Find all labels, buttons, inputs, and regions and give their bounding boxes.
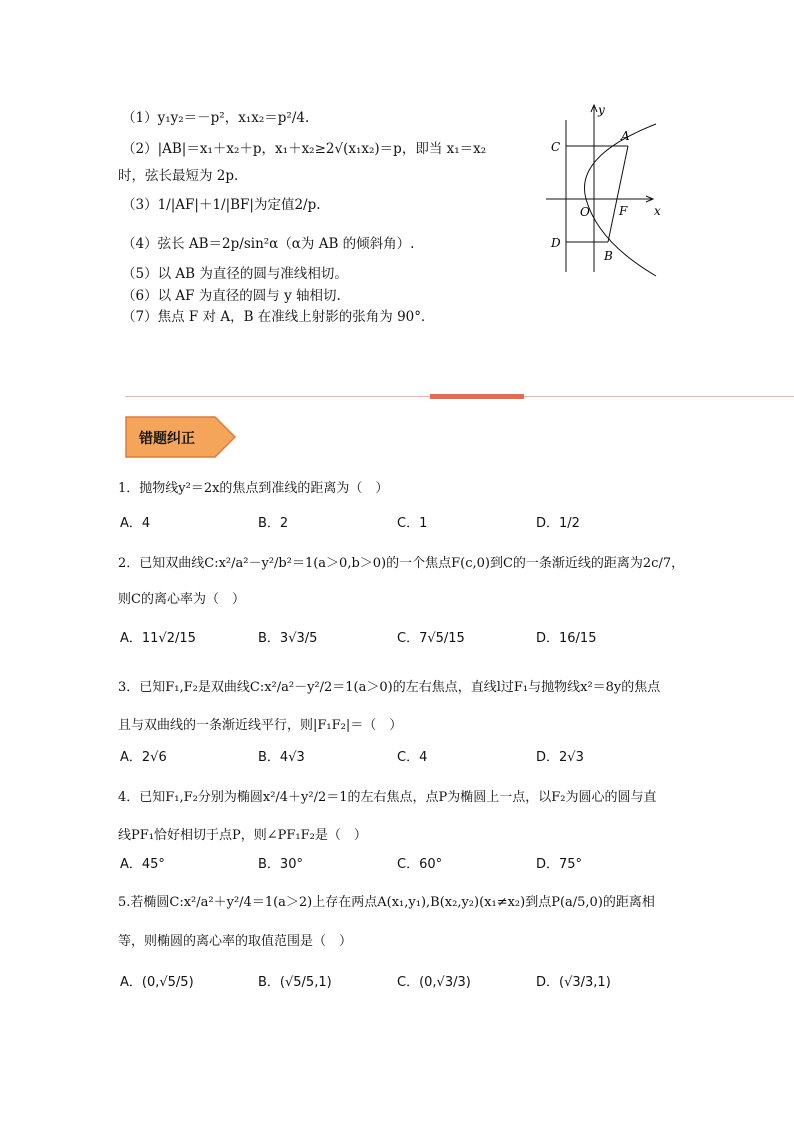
section-tag — [125, 416, 237, 458]
property-2: （2）|AB|＝x₁＋x₂＋p，x₁＋x₂≥2√(x₁x₂)＝p，即当 x₁＝x₂ — [122, 141, 487, 157]
chord-AB — [608, 146, 628, 242]
property-5: （5）以 AB 为直径的圆与准线相切。 — [122, 266, 348, 282]
question-5-option-b[interactable]: B．(√5/5,1) — [258, 975, 332, 990]
label-D: D — [551, 236, 561, 250]
parabola-curve — [584, 124, 656, 276]
question-2-option-a[interactable]: A．11√2/15 — [120, 631, 196, 646]
question-4-stem: 4．已知F₁,F₂分别为椭圆x²/4＋y²/2＝1的左右焦点，点P为椭圆上一点，以F₂为圆心的圆与直 — [118, 790, 657, 805]
question-1-option-c[interactable]: C．1 — [397, 516, 428, 531]
question-3-option-c[interactable]: C．4 — [397, 750, 428, 765]
question-2-option-c[interactable]: C．7√5/15 — [397, 631, 465, 646]
property-3: （3）1/|AF|＋1/|BF|为定值2/p. — [122, 197, 321, 213]
label-B: B — [604, 249, 613, 263]
question-2-stem: 2．已知双曲线C:x²/a²－y²/b²＝1(a＞0,b＞0)的一个焦点F(c,0)到C的一条渐近线的距离为2c/7， — [118, 556, 685, 571]
question-4-stem-cont: 线PF₁恰好相切于点P，则∠PF₁F₂是（ ） — [118, 828, 367, 843]
question-3-option-a[interactable]: A．2√6 — [120, 750, 167, 765]
label-A: A — [621, 129, 630, 143]
question-3-option-d[interactable]: D．2√3 — [536, 750, 584, 765]
divider-accent-bar — [430, 394, 524, 399]
question-5-option-a[interactable]: A．(0,√5/5) — [120, 975, 194, 990]
question-3-stem: 3．已知F₁,F₂是双曲线C:x²/a²－y²/2＝1(a＞0)的左右焦点，直线l过F₁与抛物线x²＝8y的焦点 — [118, 680, 661, 695]
question-3-option-b[interactable]: B．4√3 — [258, 750, 305, 765]
question-4-option-d[interactable]: D．75° — [536, 857, 583, 872]
question-4-option-a[interactable]: A．45° — [120, 857, 165, 872]
question-5-option-c[interactable]: C．(0,√3/3) — [397, 975, 471, 990]
question-1-option-b[interactable]: B．2 — [258, 516, 289, 531]
question-1-stem: 1．抛物线y²＝2x的焦点到准线的距离为（ ） — [118, 481, 389, 496]
question-4-option-b[interactable]: B．30° — [258, 857, 303, 872]
label-y: y — [598, 103, 605, 117]
property-6: （6）以 AF 为直径的圆与 y 轴相切. — [122, 288, 341, 304]
label-F: F — [619, 204, 628, 218]
property-2-cont: 时，弦长最短为 2p. — [118, 168, 239, 184]
question-2-option-b[interactable]: B．3√3/5 — [258, 631, 318, 646]
section-tag-label: 错题纠正 — [139, 431, 195, 447]
question-5-stem-cont: 等，则椭圆的离心率的取值范围是（ ） — [118, 934, 353, 949]
question-4-option-c[interactable]: C．60° — [397, 857, 443, 872]
question-1-option-d[interactable]: D．1/2 — [536, 516, 580, 531]
property-1: （1）y₁y₂＝－p²，x₁x₂＝p²/4. — [122, 110, 310, 126]
label-C: C — [551, 140, 561, 154]
question-2-option-d[interactable]: D．16/15 — [536, 631, 597, 646]
label-O: O — [580, 205, 590, 219]
question-3-stem-cont: 且与双曲线的一条渐近线平行，则|F₁F₂|＝（ ） — [118, 718, 403, 733]
question-5-option-d[interactable]: D．(√3/3,1) — [536, 975, 611, 990]
label-x: x — [654, 204, 661, 218]
property-4: （4）弦长 AB＝2p/sin²α（α为 AB 的倾斜角）. — [122, 236, 415, 252]
question-5-stem: 5.若椭圆C:x²/a²＋y²/4＝1(a＞2)上存在两点A(x₁,y₁),B(x₂,y₂)(x₁≠x₂)到点P(a/5,0)的距离相 — [118, 895, 655, 910]
question-1-option-a[interactable]: A．4 — [120, 516, 151, 531]
parabola-figure — [540, 100, 670, 280]
property-7: （7）焦点 F 对 A，B 在准线上射影的张角为 90°． — [122, 309, 435, 325]
question-2-stem-cont: 则C的离心率为（ ） — [118, 592, 245, 607]
